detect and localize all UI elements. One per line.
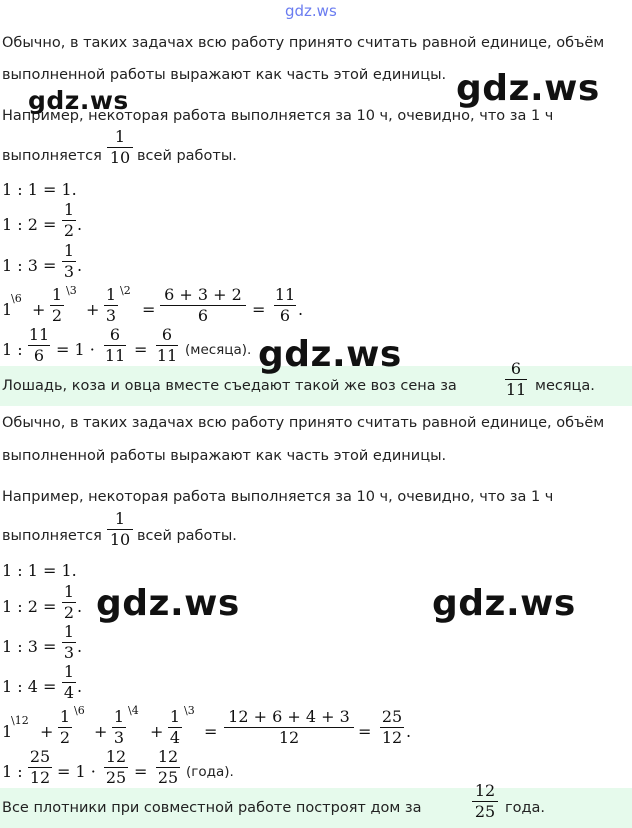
- math-operator: =: [142, 300, 156, 319]
- paragraph-text: Обычно, в таких задачах всю работу принято считать равной единице, объём: [2, 415, 605, 431]
- fraction: 6 11: [505, 359, 527, 399]
- fraction: 1 3: [105, 285, 117, 325]
- math-superscript: \3: [184, 704, 195, 717]
- fraction: 12 25: [472, 782, 498, 821]
- math-operator: =: [358, 722, 372, 741]
- site-top-label[interactable]: gdz.ws: [285, 2, 337, 20]
- answer-text: Лошадь, коза и овца вместе съедают такой же воз сена за: [2, 378, 457, 394]
- paragraph-text: выполненной работы выражают как часть этой единицы.: [2, 67, 447, 83]
- math-operator: =: [252, 300, 266, 319]
- fraction: 11 6: [274, 285, 296, 325]
- fraction: 1 2: [51, 285, 63, 325]
- math-equation: .: [298, 300, 304, 319]
- fraction: 6 11: [156, 325, 178, 365]
- paragraph-text: выполняется: [2, 148, 102, 164]
- math-operator: +: [86, 300, 100, 319]
- math-equation: 1: [2, 300, 13, 319]
- fraction: 1 10: [107, 128, 133, 167]
- watermark-logo: gdz.ws: [96, 583, 240, 624]
- watermark-logo: gdz.ws: [456, 68, 600, 109]
- math-equation: .: [77, 637, 83, 656]
- math-operator: +: [150, 722, 164, 741]
- unit-label: (года).: [186, 764, 234, 780]
- math-equation: 1 : 3 =: [2, 256, 57, 275]
- math-superscript: \12: [11, 714, 29, 727]
- paragraph-text: всей работы.: [137, 148, 237, 164]
- fraction: 11 6: [28, 325, 50, 365]
- paragraph-text: всей работы.: [137, 528, 237, 544]
- math-equation: 1 :: [2, 762, 23, 781]
- math-equation: .: [77, 256, 83, 275]
- math-equation: 1 : 3 =: [2, 637, 57, 656]
- math-equation: 1 : 1 = 1.: [2, 561, 77, 580]
- fraction: 12 25: [157, 747, 179, 787]
- unit-label: (месяца).: [185, 342, 252, 358]
- fraction: 6 11: [104, 325, 126, 365]
- paragraph-text: Обычно, в таких задачах всю работу принято считать равной единице, объём: [2, 35, 605, 51]
- fraction: 12 + 6 + 4 + 3 12: [224, 708, 354, 747]
- math-operator: +: [94, 722, 108, 741]
- fraction: 25 12: [381, 707, 403, 747]
- fraction: 1 2: [63, 582, 75, 622]
- math-equation: 1 : 1 = 1.: [2, 180, 77, 199]
- fraction: 12 25: [105, 747, 127, 787]
- paragraph-text: Например, некоторая работа выполняется за 10 ч, очевидно, что за 1 ч: [2, 108, 554, 124]
- math-equation: 1 :: [2, 340, 23, 359]
- math-operator: =: [204, 722, 218, 741]
- fraction: 1 3: [63, 241, 75, 281]
- math-equation: .: [77, 677, 83, 696]
- math-equation: = 1 ·: [57, 762, 96, 781]
- watermark-logo: gdz.ws: [28, 86, 129, 115]
- math-equation: 1 : 4 =: [2, 677, 57, 696]
- fraction: 1 2: [63, 200, 75, 240]
- math-superscript: \6: [11, 292, 22, 305]
- math-equation: 1 : 2 =: [2, 597, 57, 616]
- math-superscript: \4: [128, 704, 139, 717]
- math-operator: =: [134, 762, 148, 781]
- math-equation: .: [77, 597, 83, 616]
- math-superscript: \2: [120, 284, 131, 297]
- answer-text: Все плотники при совместной работе построят дом за: [2, 800, 422, 816]
- fraction: 1 4: [169, 707, 181, 747]
- math-operator: +: [40, 722, 54, 741]
- math-superscript: \3: [66, 284, 77, 297]
- math-equation: .: [77, 215, 83, 234]
- fraction: 1 2: [59, 707, 71, 747]
- paragraph-text: Например, некоторая работа выполняется за 10 ч, очевидно, что за 1 ч: [2, 489, 554, 505]
- fraction: 6 + 3 + 2 6: [160, 286, 246, 325]
- paragraph-text: выполненной работы выражают как часть этой единицы.: [2, 448, 447, 464]
- math-equation: .: [406, 722, 412, 741]
- watermark-logo: gdz.ws: [432, 583, 576, 624]
- fraction: 25 12: [29, 747, 51, 787]
- math-operator: =: [134, 340, 148, 359]
- fraction: 1 3: [63, 622, 75, 662]
- math-operator: +: [32, 300, 46, 319]
- math-equation: 1 : 2 =: [2, 215, 57, 234]
- math-equation: = 1 ·: [56, 340, 95, 359]
- fraction: 1 10: [107, 510, 133, 549]
- answer-text: месяца.: [535, 378, 595, 394]
- math-superscript: \6: [74, 704, 85, 717]
- watermark-logo: gdz.ws: [258, 334, 402, 375]
- paragraph-text: выполняется: [2, 528, 102, 544]
- fraction: 1 4: [63, 662, 75, 702]
- math-equation: 1: [2, 722, 13, 741]
- fraction: 1 3: [113, 707, 125, 747]
- answer-text: года.: [505, 800, 546, 816]
